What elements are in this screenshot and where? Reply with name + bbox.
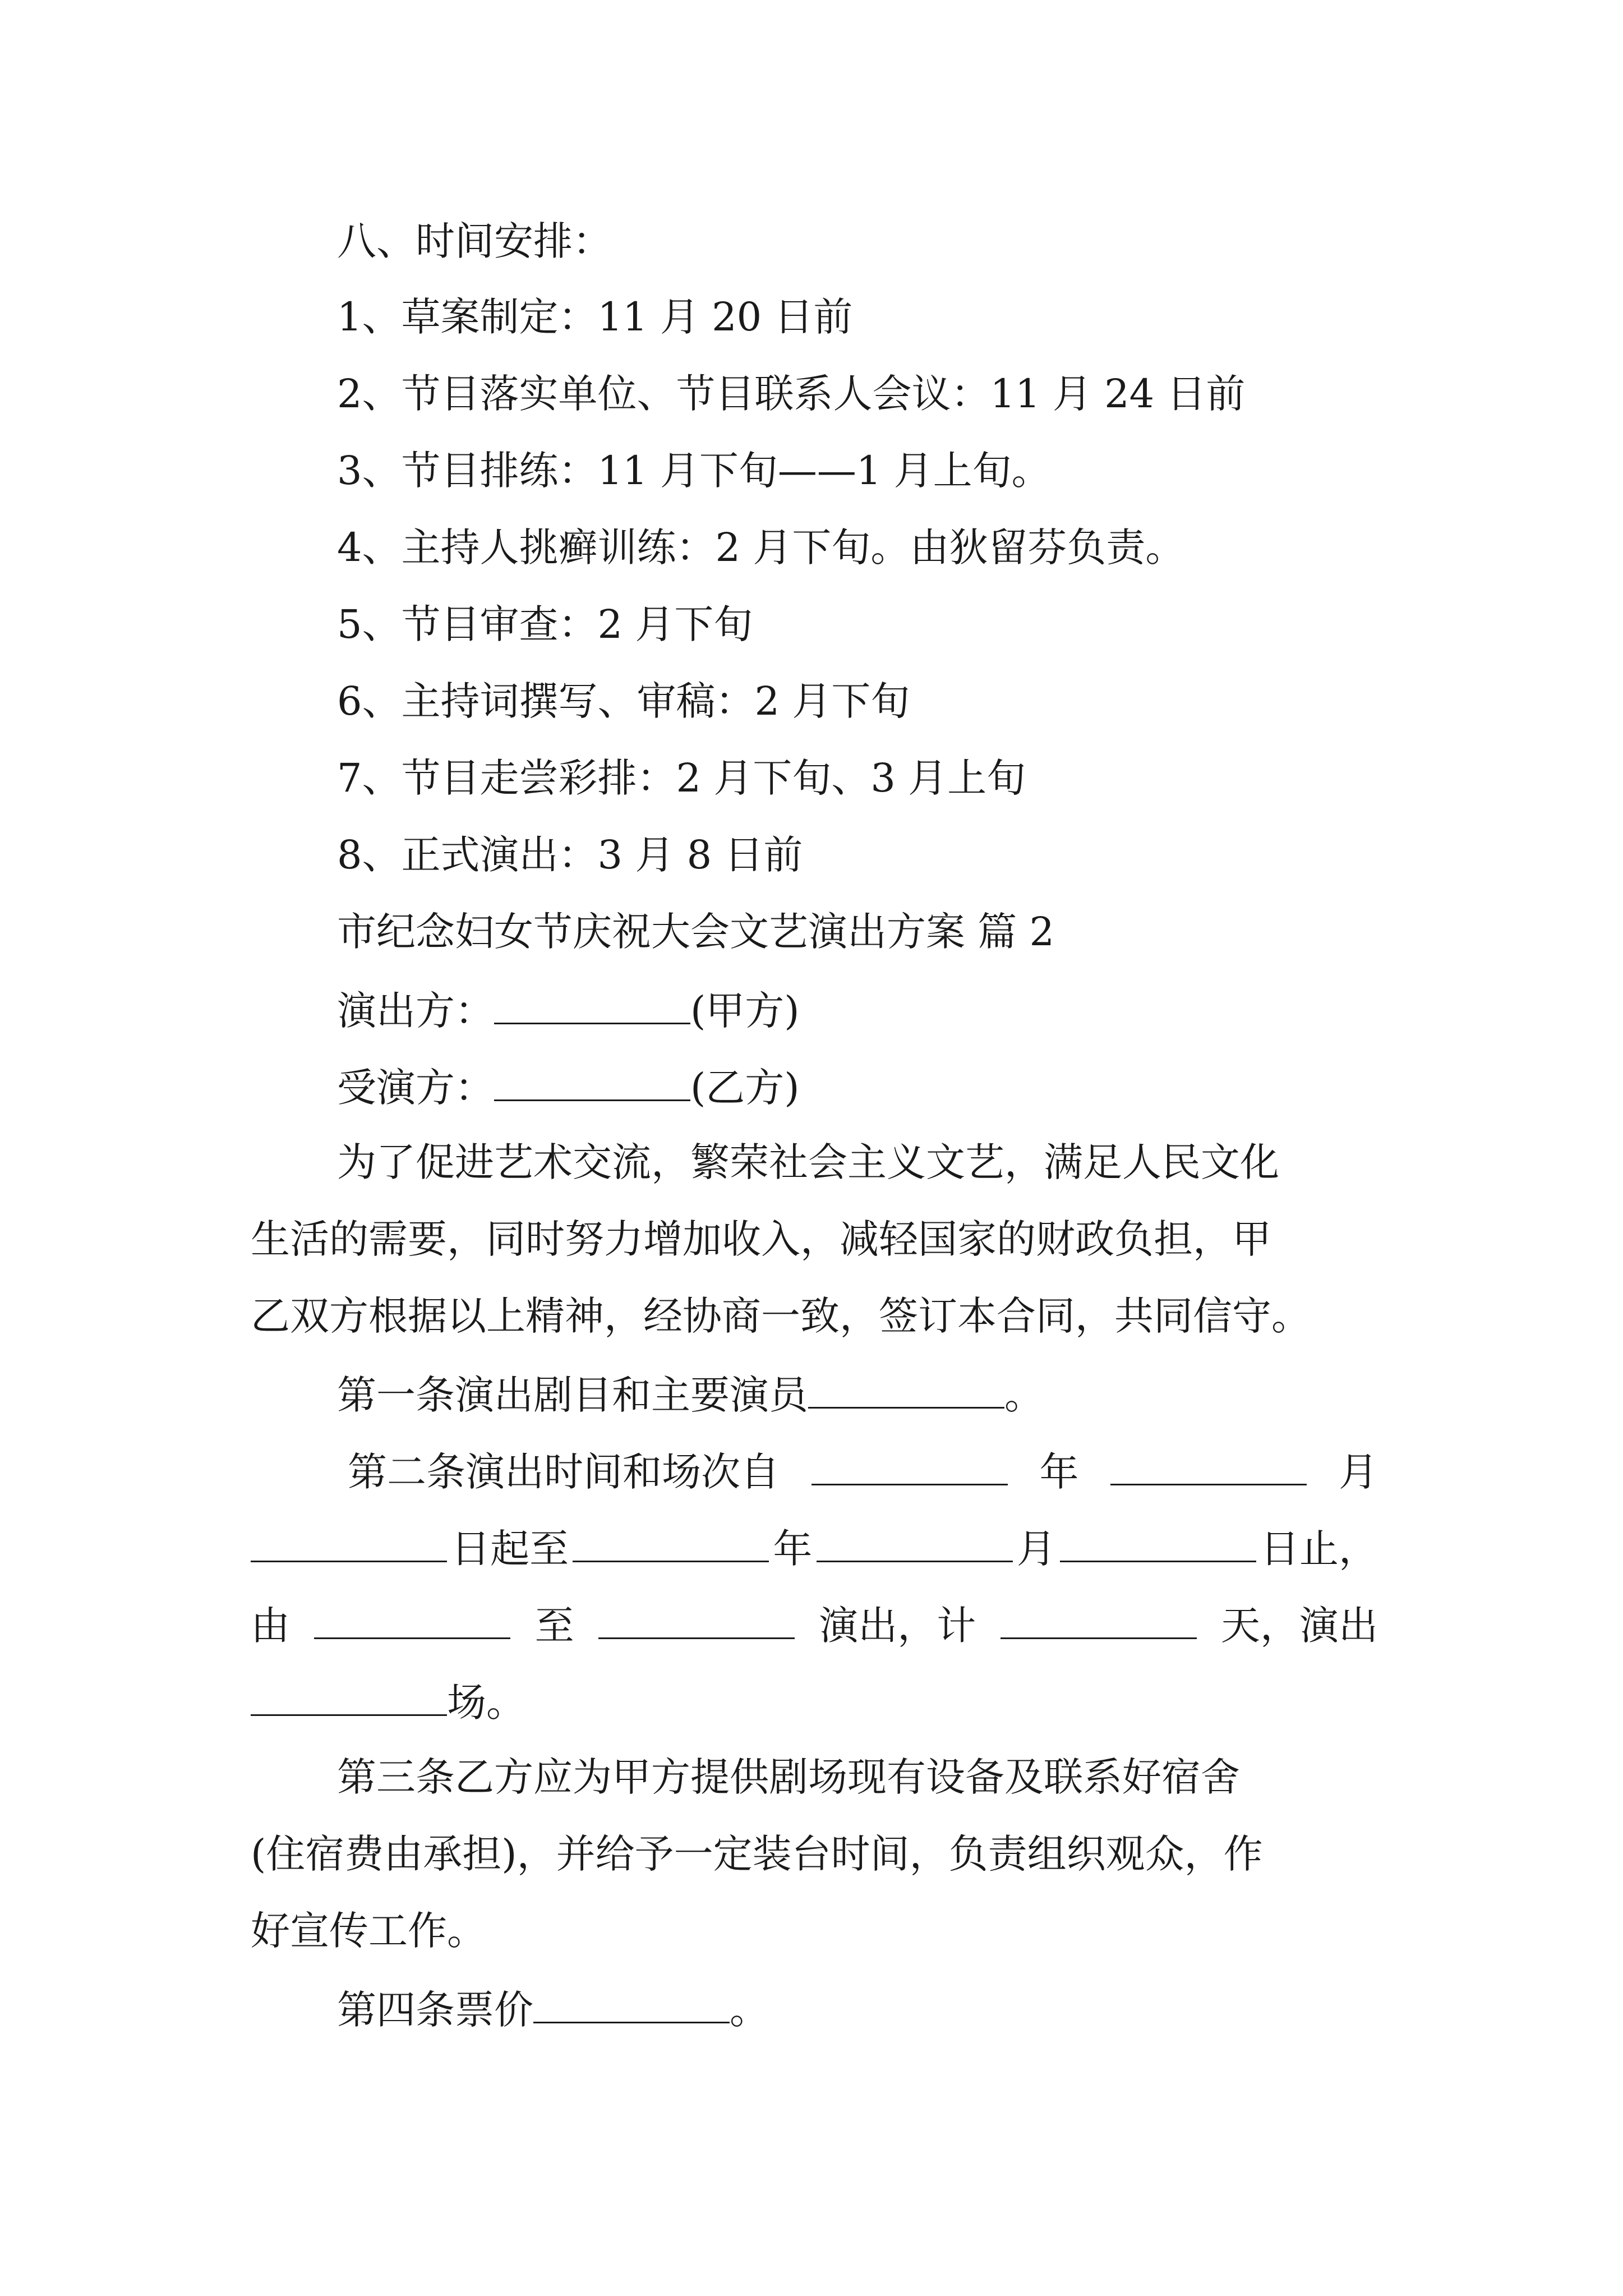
party-b-suffix: (乙方) — [690, 1065, 800, 1111]
blank-field — [1000, 1604, 1197, 1639]
blank-field — [811, 1450, 1008, 1485]
article-2-text: 第二条演出时间和场次自 — [348, 1449, 780, 1495]
blank-field — [533, 1988, 730, 2023]
party-b-line — [337, 1065, 800, 1111]
article-2-line-4 — [251, 1680, 525, 1726]
article-2-text: 至 — [534, 1603, 574, 1649]
schedule-item: 7、节目走尝彩排：2 月下旬、3 月上旬 — [337, 755, 1026, 801]
schedule-item: 1、草案制定：11 月 20 日前 — [337, 294, 853, 340]
schedule-item: 4、主持人挑癣训练：2 月下旬。由狄留芬负责。 — [337, 524, 1185, 570]
blank-field — [494, 1066, 690, 1101]
blank-field — [251, 1681, 447, 1716]
blank-field — [314, 1604, 510, 1639]
schedule-item: 8、正式演出：3 月 8 日前 — [337, 832, 803, 878]
intro-paragraph-line: 为了促进艺术交流，繁荣社会主义文艺，满足人民文化 — [337, 1139, 1279, 1185]
schedule-heading: 八、时间安排： — [337, 218, 612, 264]
article-3-line: 第三条乙方应为甲方提供剧场现有设备及联系好宿舍 — [337, 1754, 1240, 1800]
blank-field — [494, 989, 690, 1024]
article-4 — [337, 1987, 769, 2033]
article-2-text: 日止， — [1260, 1526, 1378, 1572]
blank-field — [251, 1527, 447, 1562]
article-2-text: 月 — [1339, 1449, 1378, 1495]
article-2-text: 由 — [251, 1603, 290, 1649]
article-3-line: 好宣传工作。 — [251, 1908, 486, 1954]
schedule-item: 5、节目审查：2 月下旬 — [337, 601, 753, 647]
article-2-text: 日起至 — [451, 1526, 569, 1572]
article-3-line: (住宿费由承担)，并给予一定装台时间，负责组织观众，作 — [251, 1831, 1263, 1877]
article-2-text: 年 — [773, 1526, 813, 1572]
blank-field — [1060, 1527, 1256, 1562]
article-2-line-1 — [348, 1449, 1378, 1495]
party-b-label: 受演方： — [337, 1065, 494, 1111]
article-2-line-3 — [251, 1603, 1378, 1649]
schedule-item: 2、节目落实单位、节目联系人会议：11 月 24 日前 — [337, 371, 1246, 417]
party-a-line — [337, 988, 800, 1034]
schedule-item: 3、节目排练：11 月下旬——1 月上旬。 — [337, 448, 1051, 494]
article-2-line-2 — [251, 1526, 1378, 1572]
party-a-suffix: (甲方) — [690, 988, 800, 1034]
article-1 — [337, 1372, 1044, 1418]
blank-field — [817, 1527, 1013, 1562]
article-2-text: 天，演出 — [1220, 1603, 1378, 1649]
section-title: 市纪念妇女节庆祝大会文艺演出方案 篇 2 — [337, 909, 1055, 955]
article-1-suffix: 。 — [1004, 1372, 1044, 1418]
blank-field — [573, 1527, 769, 1562]
article-2-text: 年 — [1039, 1449, 1079, 1495]
article-2-text: 场。 — [447, 1680, 525, 1726]
intro-paragraph-line: 乙双方根据以上精神，经协商一致，签订本合同，共同信守。 — [251, 1293, 1311, 1339]
blank-field — [1110, 1450, 1307, 1485]
article-2-text: 月 — [1016, 1526, 1056, 1572]
article-1-text: 第一条演出剧目和主要演员 — [337, 1372, 808, 1418]
article-4-suffix: 。 — [730, 1987, 769, 2033]
intro-paragraph-line: 生活的需要，同时努力增加收入，减轻国家的财政负担，甲 — [251, 1216, 1271, 1262]
party-a-label: 演出方： — [337, 988, 494, 1034]
blank-field — [598, 1604, 795, 1639]
schedule-item: 6、主持词撰写、审稿：2 月下旬 — [337, 678, 910, 724]
article-4-text: 第四条票价 — [337, 1987, 533, 2033]
article-2-text: 演出，计 — [819, 1603, 976, 1649]
blank-field — [808, 1373, 1004, 1409]
